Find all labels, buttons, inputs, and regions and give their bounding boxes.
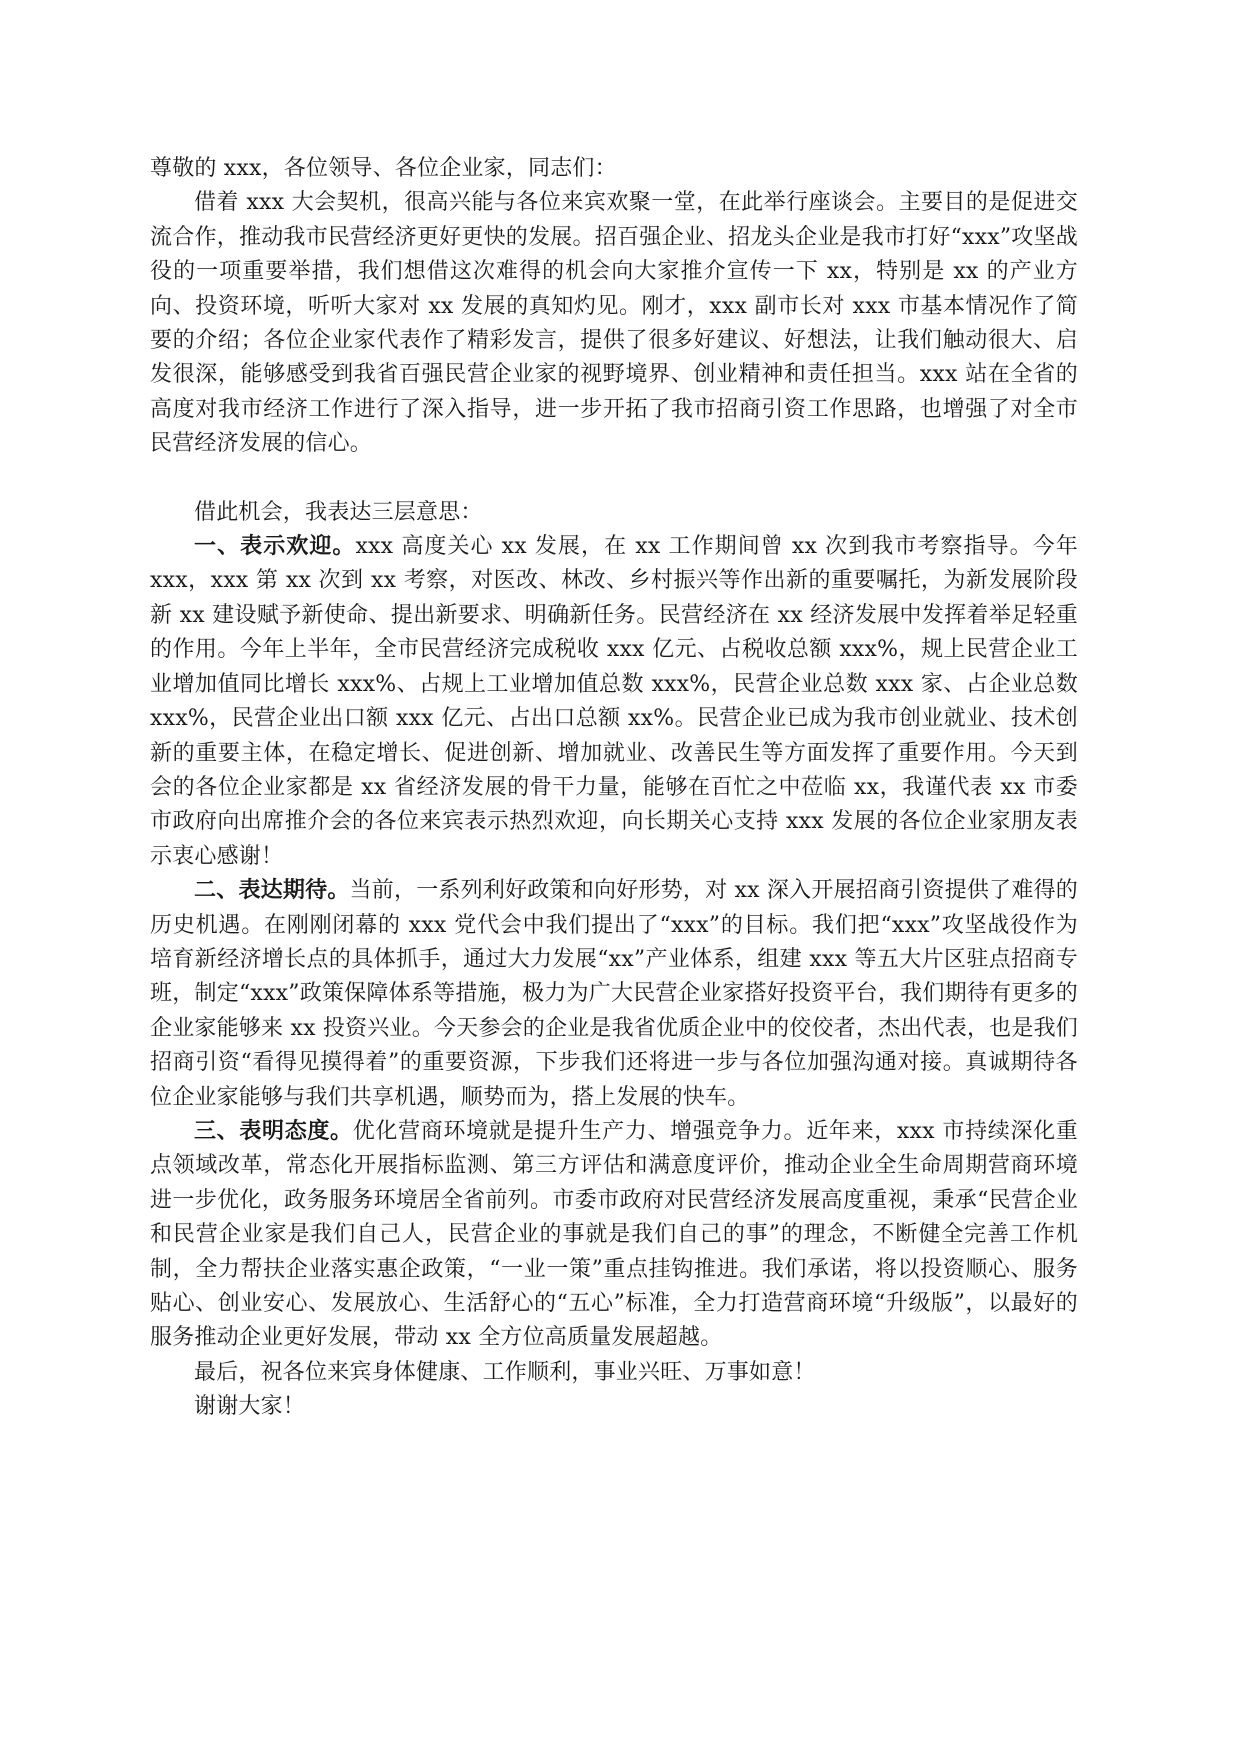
section-2-heading: 二、表达期待。	[194, 878, 350, 904]
section-1-heading: 一、表示欢迎。	[194, 534, 356, 560]
section-3-paragraph	[150, 1115, 1078, 1356]
transition-paragraph: 借此机会，我表达三层意思：	[194, 499, 483, 525]
speech-body	[150, 152, 1078, 1425]
section-1-body: xxx 高度关心 xx 发展，在 xx 工作期间曾 xx 次到我市考察指导。今年 xxx，xxx 第 xx 次到 xx 考察，对医改、林改、乡村振兴等作出新的重要嘱托，为新发展阶段新 xx 建设赋予新使命、提出新要求、明确新任务。民营经济在 xx 经济发展中发挥着举足轻重的作用。今年上半年，全市民营经济完成税收 xxx 亿元、占税收总额 xxx%，规上民营企业工业增加值同比增长 xxx%、占规上工业增加值总数 xxx%，民营企业总数 xxx 家、占企业总数 xxx%，民营企业出口额 xxx 亿元、占出口总额 xx%。民营企业已成为我市创业就业、技术创新的重要主体，在稳定增长、促进创新、增加就业、改善民生等方面发挥了重要作用。今天到会的各位企业家都是 xx 省经济发展的骨干力量，能够在百忙之中莅临 xx，我谨代表 xx 市委市政府向出席推介会的各位来宾表示热烈欢迎，向长期关心支持 xxx 发展的各位企业家朋友表示衷心感谢！	[150, 534, 1078, 869]
section-1-paragraph	[150, 530, 1078, 874]
paragraph-gap	[150, 462, 1078, 496]
intro-paragraph: 借着 xxx 大会契机，很高兴能与各位来宾欢聚一堂，在此举行座谈会。主要目的是促进交流合作，推动我市民营经济更好更快的发展。招百强企业、招龙头企业是我市打好“xxx”攻坚战役的一项重要举措，我们想借这次难得的机会向大家推介宣传一下 xx，特别是 xx 的产业方向、投资环境，听听大家对 xx 发展的真知灼见。刚才，xxx 副市长对 xxx 市基本情况作了简要的介绍；各位企业家代表作了精彩发言，提供了很多好建议、好想法，让我们触动很大、启发很深，能够感受到我省百强民营企业家的视野境界、创业精神和责任担当。xxx 站在全省的高度对我市经济工作进行了深入指导，进一步开拓了我市招商引资工作思路，也增强了对全市民营经济发展的信心。	[150, 190, 1078, 457]
salutation: 尊敬的 xxx，各位领导、各位企业家，同志们：	[150, 156, 617, 181]
closing-wish: 最后，祝各位来宾身体健康、工作顺利，事业兴旺、万事如意！	[194, 1359, 816, 1385]
section-2-body: 当前，一系列利好政策和向好形势，对 xx 深入开展招商引资提供了难得的历史机遇。在刚刚闭幕的 xxx 党代会中我们提出了“xxx”的目标。我们把“xxx”攻坚战役作为培育新经济增长点的具体抓手，通过大力发展“xx”产业体系，组建 xxx 等五大片区驻点招商专班，制定“xxx”政策保障体系等措施，极力为广大民营企业家搭好投资平台，我们期待有更多的企业家能够来 xx 投资兴业。今天参会的企业是我省优质企业中的佼佼者，杰出代表，也是我们招商引资“看得见摸得着”的重要资源，下步我们还将进一步与各位加强沟通对接。真诚期待各位企业家能够与我们共享机遇，顺势而为，搭上发展的快车。	[150, 878, 1078, 1110]
section-3-body: 优化营商环境就是提升生产力、增强竞争力。近年来，xxx 市持续深化重点领域改革，常态化开展指标监测、第三方评估和满意度评价，推动企业全生命周期营商环境进一步优化，政务服务环境居全省前列。市委市政府对民营经济发展高度重视，秉承“民营企业和民营企业家是我们自己人，民营企业的事就是我们自己的事”的理念，不断健全完善工作机制，全力帮扶企业落实惠企政策，“一业一策”重点挂钩推进。我们承诺，将以投资顺心、服务贴心、创业安心、发展放心、生活舒心的“五心”标准，全力打造营商环境“升级版”，以最好的服务推动企业更好发展，带动 xx 全方位高质量发展超越。	[150, 1118, 1078, 1351]
section-2-paragraph	[150, 874, 1078, 1115]
section-3-heading: 三、表明态度。	[194, 1118, 353, 1144]
closing-thanks: 谢谢大家！	[194, 1394, 306, 1420]
